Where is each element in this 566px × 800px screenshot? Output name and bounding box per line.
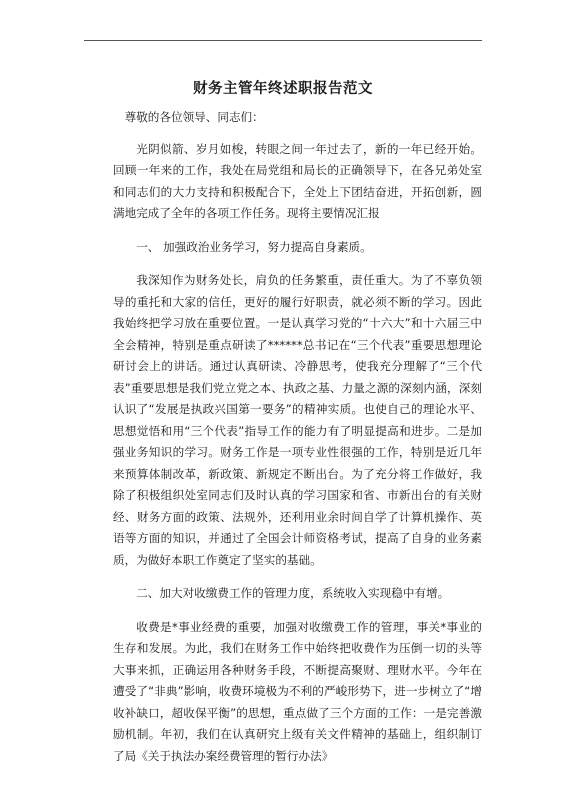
intro-paragraph: 光阴似箭、岁月如梭，转眼之间一年过去了，新的一年已经开始。回顾一年来的工作，我处在局党组和局长的正确领导下，在各兄弟处室和同志们的大力支持和积极配合下，全处上下团结奋进，开拓创新，圆满地完成了全年的各项工作任务。现将主要情况汇报: [113, 141, 482, 220]
section-2-paragraph: 收费是*事业经费的重要，加强对收缴费工作的管理，事关*事业的生存和发展。为此，我们在财务工作中始终把收费作为压倒一切的头等大事来抓，正确运用各种财务手段，不断提高聚财、理财水平。今年在遭受了“非典”影响，收费环境极为不利的严峻形势下，进一步树立了“增收补缺口，超收保平衡”的思想，重点做了三个方面的工作：一是完善激励机制。年初，我们在认真研究上级有关文件精神的基础上，组织制订了局《关于执法办案经费管理的暂行办法》: [113, 619, 482, 763]
salutation: 尊敬的各位领导、同志们：: [124, 110, 264, 124]
document-title: 财务主管年终述职报告范文: [193, 80, 373, 97]
header-rule: [84, 40, 482, 41]
section-heading-2: 二、加大对收缴费工作的管理力度，系统收入实现稳中有增。: [136, 586, 450, 600]
section-heading-1: 一、 加强政治业务学习，努力提高自身素质。: [136, 239, 372, 254]
document-body: [113, 107, 482, 767]
section-1-paragraph: 我深知作为财务处长，肩负的任务繁重，责任重大。为了不辜负领导的重托和大家的信任，更好的履行好职责，就必须不断的学习。因此我始终把学习放在重要位置。一是认真学习党的“十六大”和十六届三中全会精神，特别是重点研读了******总书记在“三个代表”重要思想理论研讨会上的讲话。通过认真研读、冷静思考，使我充分理解了“三个代表”重要思想是我们党立党之本、执政之基、力量之源的深刻内涵，深刻认识了“发展是执政兴国第一要务”的精神实质。也使自己的理论水平、思想觉悟和用“三个代表”指导工作的能力有了明显提高和进步。二是加强业务知识的学习。财务工作是一项专业性很强的工作，特别是近几年来预算体制改革，新政策、新规定不断出台。为了充分将工作做好，我除了积极组织处室同志们及时认真的学习国家和省、市新出台的有关财经、财务方面的政策、法规外，还利用业余时间自学了计算机操作、英语等方面的知识，并通过了全国会计师资格考试，提高了自身的业务素质，为做好本职工作奠定了坚实的基础。: [113, 273, 482, 567]
